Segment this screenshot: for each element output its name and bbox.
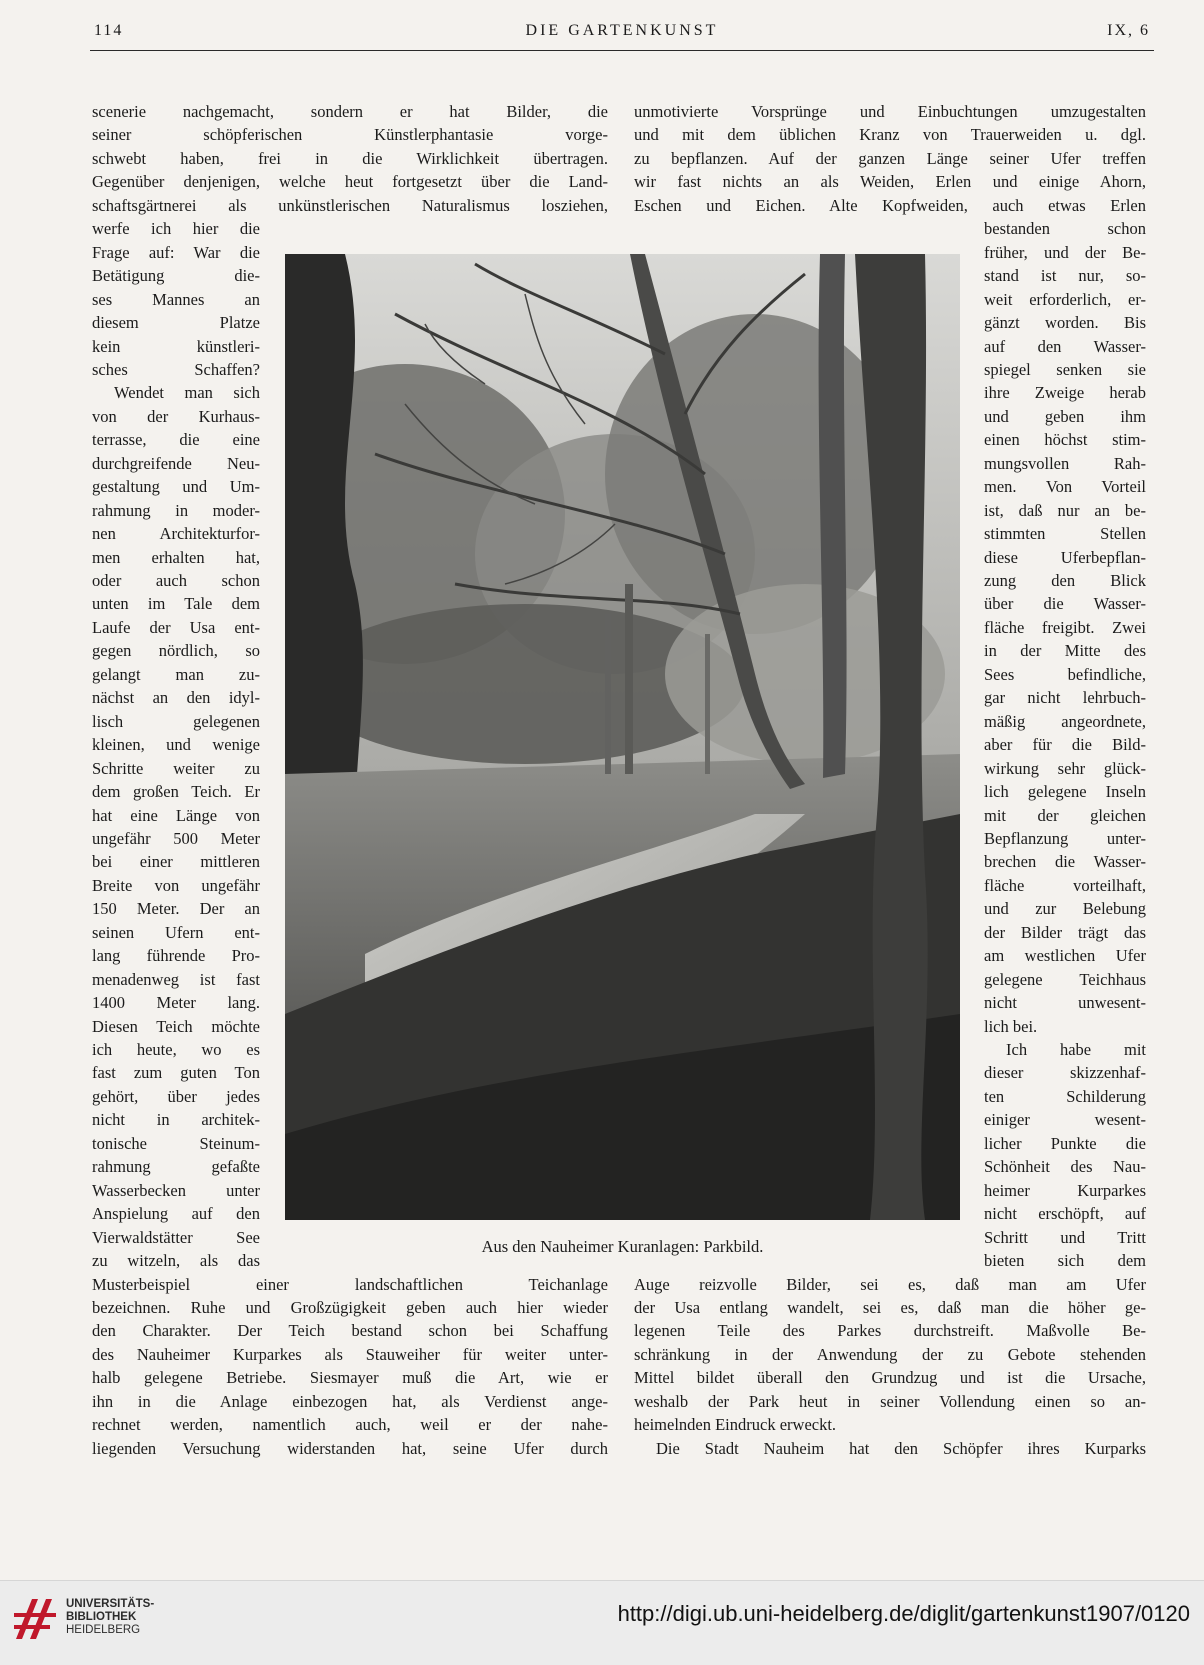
text-line: spiegel senken sie [984, 359, 1146, 379]
text-line: menadenweg ist fast [92, 969, 260, 989]
text-line: legenen Teile des Parkes durchstreift. Maßvolle Be- [634, 1321, 1146, 1341]
text-line: am westlichen Ufer [984, 946, 1146, 966]
text-line: fast zum guten Ton [92, 1063, 260, 1083]
text-line: werfe ich hier die [92, 219, 260, 239]
text-line: mit der gleichen [984, 805, 1146, 825]
text-line: Wendet man sich [114, 383, 260, 403]
text-line: men erhalten hat, [92, 547, 260, 567]
text-line: und mit dem üblichen Kranz von Trauerweiden u. dgl. [634, 125, 1146, 145]
text-line: zu bepflanzen. Auf der ganzen Länge seiner Ufer treffen [634, 148, 1146, 168]
library-name-line2: BIBLIOTHEK [66, 1611, 137, 1623]
text-line: brechen die Wasser- [984, 852, 1146, 872]
text-line: ich heute, wo es [92, 1040, 260, 1059]
text-line: weshalb der Park heut in seiner Vollendung einen so an- [634, 1391, 1146, 1411]
text-line: dieser skizzenhaf- [984, 1063, 1146, 1083]
text-line: von der Kurhaus- [92, 406, 260, 426]
text-line: halb gelegene Betriebe. Siesmayer muß die Art, wie er [92, 1368, 608, 1388]
text-line: kleinen, und wenige [92, 735, 260, 755]
library-footer [0, 1580, 1204, 1665]
text-line: Auge reizvolle Bilder, sei es, daß man am Ufer [634, 1274, 1146, 1294]
text-line: Gegenüber denjenigen, welche heut fortgesetzt über die Land- [92, 172, 608, 192]
text-line: durchgreifende Neu- [92, 453, 260, 473]
text-line: lisch gelegenen [92, 711, 260, 731]
text-line: schwebt haben, frei in die Wirklichkeit übertragen. [92, 148, 608, 168]
text-line: Betätigung die- [92, 266, 260, 286]
text-line: nächst an den idyl- [92, 688, 260, 708]
text-line: fläche freigibt. Zwei [984, 617, 1146, 637]
text-line: gehört, über jedes [92, 1086, 260, 1106]
text-line: bieten sich dem [984, 1251, 1146, 1271]
text-line: Wasserbecken unter [92, 1180, 260, 1200]
text-line: fläche vorteilhaft, [984, 875, 1146, 895]
text-line: Diesen Teich möchte [92, 1016, 260, 1036]
text-line: heimer Kurparkes [984, 1180, 1146, 1200]
text-line: früher, und der Be- [984, 242, 1146, 262]
text-line: sches Schaffen? [92, 359, 260, 379]
running-head [94, 22, 1150, 44]
university-library-logo-icon [10, 1589, 60, 1647]
text-line: Mittel bildet überall den Grundzug und ist die Ursache, [634, 1368, 1146, 1388]
text-line: gelegene Teichhaus [984, 969, 1146, 989]
text-line: lich gelegene Inseln [984, 782, 1146, 802]
text-line: ses Mannes an [92, 289, 260, 309]
text-line: Vierwaldstätter See [92, 1227, 260, 1247]
text-line: heimelnden Eindruck erweckt. [634, 1415, 837, 1435]
text-line: men. Von Vorteil [984, 477, 1146, 497]
text-line: licher Punkte die [984, 1133, 1146, 1153]
text-line: rahmung gefaßte [92, 1157, 260, 1177]
text-line: schränkung in der Anwendung der zu Gebote stehenden [634, 1344, 1146, 1364]
text-line: stand ist nur, so- [984, 266, 1146, 286]
text-line: Eschen und Eichen. Alte Kopfweiden, auch etwas Erlen [634, 195, 1146, 215]
text-line: schaftsgärtnerei als unkünstlerischen Naturalismus losziehen, [92, 195, 608, 215]
text-line: kein künstleri- [92, 336, 260, 356]
text-line: liegenden Versuchung widerstanden hat, seine Ufer durch [92, 1438, 608, 1458]
text-line: bei einer mittleren [92, 852, 260, 872]
library-name [66, 1598, 154, 1637]
text-line: unmotivierte Vorsprünge und Einbuchtungen umzugestalten [634, 102, 1146, 121]
text-line: Schönheit des Nau- [984, 1157, 1146, 1177]
text-line: lich bei. [984, 1016, 1038, 1036]
text-line: Laufe der Usa ent- [92, 617, 260, 637]
text-line: des Nauheimer Kurparkes als Stauweiher für weiter unter- [92, 1344, 608, 1364]
text-line: und zur Belebung [984, 899, 1146, 919]
text-line: Schritte weiter zu [92, 758, 260, 778]
text-line: weit erforderlich, er- [984, 289, 1146, 309]
text-line: einen höchst stim- [984, 430, 1146, 450]
text-line: auf den Wasser- [984, 336, 1146, 356]
text-line: Musterbeispiel einer landschaftlichen Teichanlage [92, 1274, 608, 1294]
text-line: gelangt man zu- [92, 664, 260, 684]
text-line: wir fast nichts an als Weiden, Erlen und einige Ahorn, [634, 172, 1146, 192]
text-line: der Bilder trägt das [984, 922, 1146, 942]
text-line: diesem Platze [92, 313, 260, 333]
text-line: ungefähr 500 Meter [92, 828, 260, 848]
journal-title: DIE GARTENKUNST [525, 22, 719, 39]
text-line: in der Mitte des [984, 641, 1146, 661]
text-line: diese Uferbepflan- [984, 547, 1146, 567]
text-line: zung den Blick [984, 571, 1146, 590]
issue-label: IX, 6 [1107, 22, 1150, 39]
text-line: rahmung in moder- [92, 500, 260, 520]
text-line: nen Architekturfor- [92, 524, 260, 544]
text-line: dem großen Teich. Er [92, 782, 260, 802]
text-line: Die Stadt Nauheim hat den Schöpfer ihres Kurparks [656, 1438, 1146, 1458]
text-line: Breite von ungefähr [92, 875, 260, 895]
text-line: hat eine Länge von [92, 805, 260, 825]
text-line: stimmten Stellen [984, 524, 1146, 544]
text-line: nicht in architek- [92, 1110, 260, 1130]
text-line: Ich habe mit [1006, 1040, 1146, 1059]
text-line: der Usa entlang wandelt, sei es, daß man die höher ge- [634, 1297, 1146, 1317]
text-line: seinen Ufern ent- [92, 922, 260, 942]
source-url-link[interactable]: http://digi.ub.uni-heidelberg.de/diglit/gartenkunst1907/0120 [617, 1601, 1190, 1626]
text-line: seiner schöpferischen Künstlerphantasie vorge- [92, 125, 608, 145]
text-line: gestaltung und Um- [92, 477, 260, 497]
text-line: lang führende Pro- [92, 946, 260, 966]
text-line: ihre Zweige herab [984, 383, 1146, 403]
text-line: bezeichnen. Ruhe und Großzügigkeit geben auch hier wieder [92, 1297, 608, 1317]
text-line: oder auch schon [92, 571, 260, 590]
text-line: unten im Tale dem [92, 594, 260, 614]
header-rule [90, 50, 1154, 51]
text-line: bestanden schon [984, 219, 1146, 239]
text-line: ten Schilderung [984, 1086, 1146, 1106]
text-line: gar nicht lehrbuch- [984, 688, 1146, 708]
text-line: gänzt worden. Bis [984, 313, 1146, 333]
library-name-line3: HEIDELBERG [66, 1624, 141, 1636]
text-line: Frage auf: War die [92, 242, 260, 262]
text-line: tonische Steinum- [92, 1133, 260, 1153]
text-line: mungsvollen Rah- [984, 453, 1146, 473]
page-number: 114 [94, 22, 124, 39]
text-line: Bepflanzung unter- [984, 828, 1146, 848]
text-line: ist, daß nur an be- [984, 500, 1146, 520]
text-line: nicht erschöpft, auf [984, 1204, 1146, 1224]
text-line: rechnet werden, namentlich auch, weil er der nahe- [92, 1415, 608, 1435]
text-line: terrasse, die eine [92, 430, 260, 450]
text-line: Sees befindliche, [984, 664, 1146, 684]
text-line: Schritt und Tritt [984, 1227, 1146, 1247]
park-photo-illustration [285, 254, 960, 1220]
text-line: 150 Meter. Der an [92, 899, 260, 919]
text-line: den Charakter. Der Teich bestand schon bei Schaffung [92, 1321, 608, 1341]
text-line: Anspielung auf den [92, 1204, 260, 1224]
text-line: einiger wesent- [984, 1110, 1146, 1130]
text-line: wirkung sehr glück- [984, 758, 1146, 778]
text-line: über die Wasser- [984, 594, 1146, 614]
library-name-line1: UNIVERSITÄTS- [66, 1598, 155, 1610]
text-line: 1400 Meter lang. [92, 993, 260, 1013]
text-line: zu witzeln, als das [92, 1251, 260, 1271]
text-line: ihn in die Anlage einbezogen hat, als Verdienst ange- [92, 1391, 608, 1411]
text-line: gegen nördlich, so [92, 641, 260, 661]
figure-caption: Aus den Nauheimer Kuranlagen: Parkbild. [481, 1237, 764, 1256]
text-line: scenerie nachgemacht, sondern er hat Bilder, die [92, 102, 608, 121]
text-line: nicht unwesent- [984, 993, 1146, 1013]
text-line: aber für die Bild- [984, 735, 1146, 755]
text-line: und geben ihm [984, 406, 1146, 426]
park-photograph [285, 254, 960, 1220]
text-line: mäßig angeordnete, [984, 711, 1146, 731]
